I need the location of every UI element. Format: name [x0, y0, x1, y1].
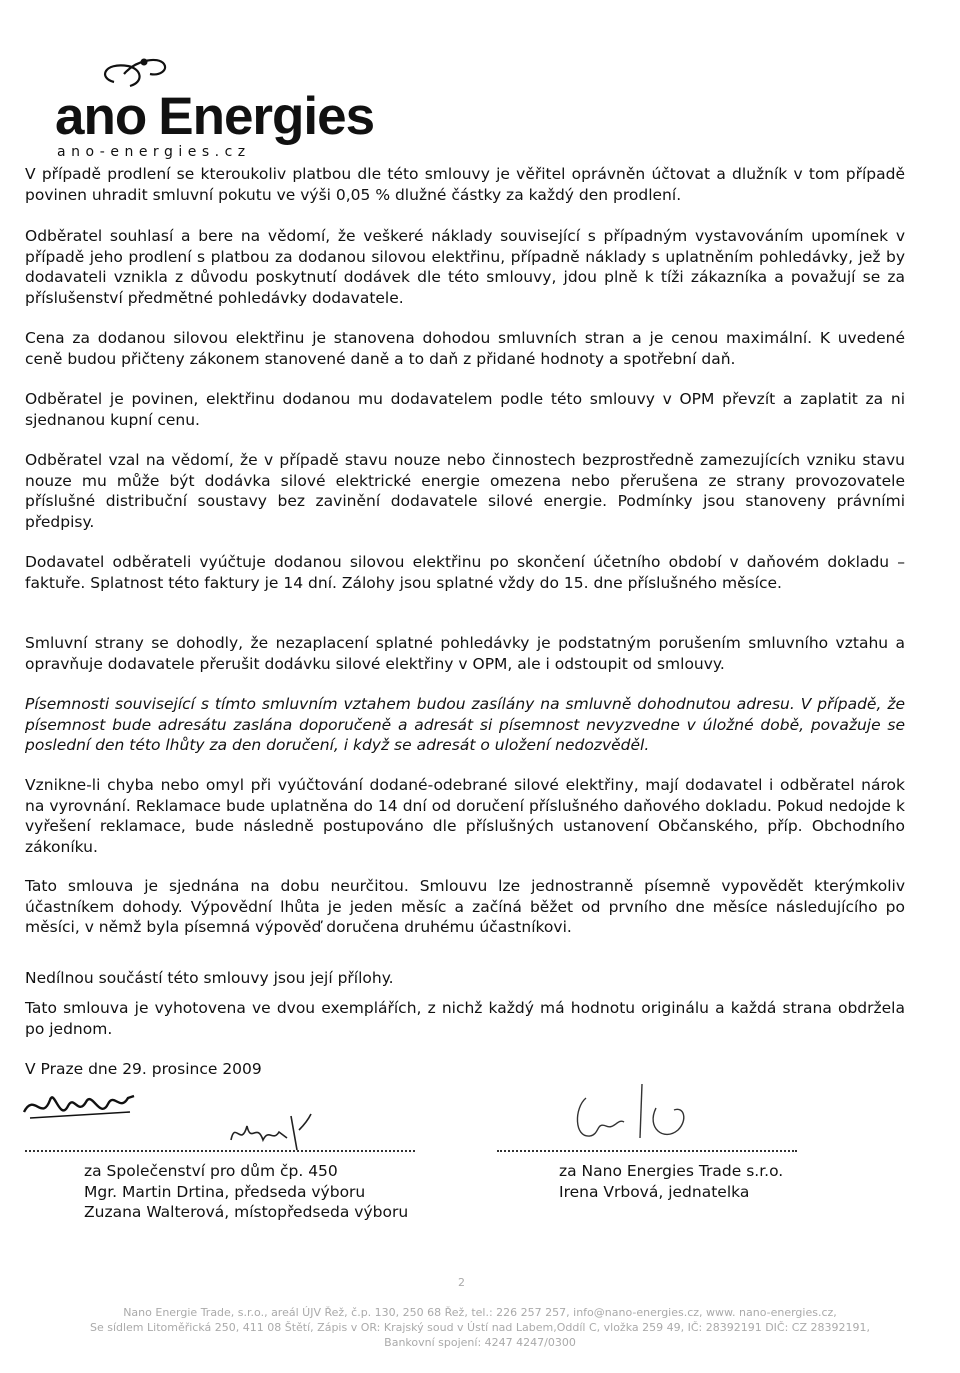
paragraph-costs: Odběratel souhlasí a bere na vědomí, že veškeré náklady související s případným vystavováním upomínek v případě jeho prodlení s platbou za dodanou silovou elektřinu, případně náklady s uplatněním pohledávky, jež by dodavateli vznikla z důvodu poskytnutí dodávek dle této smlouvy, jdou plně k tíži zákazníka a považují se za příslušenství předmětné pohledávky dodavatele.: [25, 227, 905, 307]
company-logo: [22, 52, 375, 162]
signature-right-line1: za Nano Energies Trade s.r.o.: [559, 1162, 784, 1180]
logo-name-part1: ano: [55, 87, 147, 146]
paragraph-copies: Tato smlouva je vyhotovena ve dvou exemplářích, z nichž každý má hodnotu originálu a každá strana obdržela po jednom.: [25, 999, 905, 1038]
signature-left-line1: za Společenství pro dům čp. 450: [84, 1162, 338, 1180]
footer: [0, 1305, 960, 1350]
footer-line2: Se sídlem Litoměřická 250, 411 08 Štětí, Zápis v OR: Krajský soud v Ústí nad Labem,Oddíl C, vložka 259 49, IČ: 28392191 DIČ: CZ 28392191,: [89, 1321, 871, 1334]
signature-line-left: [25, 1150, 415, 1152]
signature-scribble-left-1: [20, 1082, 140, 1132]
signature-block-left: [84, 1161, 408, 1223]
footer-line1: Nano Energie Trade, s.r.o., areál ÚJV Řež, č.p. 130, 250 68 Řež, tel.: 226 257 257, info@nano-energies.cz, www. nano-energies.cz,: [123, 1306, 837, 1319]
page-number: 2: [458, 1276, 465, 1289]
signature-right-line2: Irena Vrbová, jednatelka: [559, 1182, 750, 1201]
logo-url: ano-energies.cz: [57, 144, 251, 160]
paragraph-breach: Smluvní strany se dohodly, že nezaplacení splatné pohledávky je podstatným porušením smluvního vztahu a opravňuje dodavatele přerušit dodávku silové elektřiny v OPM, ale i odstoupit od smlouvy.: [25, 634, 905, 673]
signature-line-right: [497, 1150, 797, 1152]
paragraph-emergency: Odběratel vzal na vědomí, že v případě stavu nouze nebo činnostech bezprostředně zamezujících vzniku stavu nouze mu může být dodávka silové elektrické energie omezena nebo přerušena ze strany provozovatele příslušné distribuční soustavy bez zavinění dodavatele silové energie. Podmínky jsou stanoveny právními předpisy.: [25, 451, 905, 531]
paragraph-billing: Dodavatel odběrateli vyúčtuje dodanou silovou elektřinu po skončení účetního období v daňovém dokladu – faktuře. Splatnost této faktury je 14 dní. Zálohy jsou splatné vždy do 15. dne příslušného měsíce.: [25, 553, 905, 592]
paragraph-complaints: Vznikne-li chyba nebo omyl při vyúčtování dodané-odebrané silové elektřiny, mají dodavatel i odběratel nárok na vyrovnání. Reklamace bude uplatněna do 14 dní od doručení příslušného daňového dokladu. Pokud nedojde k vyřešení reklamace, bude následně postupováno dle příslušných ustanovení Občanského, příp. Obchodního zákoníku.: [25, 776, 905, 856]
signature-left-line2: Mgr. Martin Drtina, předseda výboru: [84, 1182, 366, 1201]
signature-scribble-right: [560, 1078, 700, 1148]
paragraph-term: Tato smlouva je sjednána na dobu neurčitou. Smlouvu lze jednostranně písemně vypovědět kterýmkoliv účastníkem dohody. Výpovědní lhůta je jeden měsíc a začíná běžet od prvního dne měsíce následujícího po měsíci, v němž byla písemná výpověď doručena druhému účastníkovi.: [25, 877, 905, 936]
logo-name-part2: Energies: [158, 87, 375, 146]
logo-wordmark: [55, 87, 375, 146]
footer-line3: Bankovní spojení: 4247 4247/0300: [384, 1336, 576, 1349]
paragraph-late-payment: V případě prodlení se kteroukoliv platbou dle této smlouvy je věřitel oprávněn účtovat a dlužník v tom případě povinen uhradit smluvní pokutu ve výši 0,05 % dlužné částky za každý den prodlení.: [25, 165, 905, 204]
paragraph-attachments: Nedílnou součástí této smlouvy jsou její přílohy.: [25, 969, 394, 987]
signature-left-line3: Zuzana Walterová, místopředseda výboru: [84, 1203, 409, 1221]
paragraph-obligation: Odběratel je povinen, elektřinu dodanou mu dodavatelem podle této smlouvy v OPM převzít a zaplatit za ni sjednanou kupní cenu.: [25, 390, 905, 429]
paragraph-correspondence: Písemnosti související s tímto smluvním vztahem budou zasílány na smluvně dohodnutou adresu. V případě, že písemnost bude adresátu zaslána doporučeně a adresát si písemnost nevyzvedne v úložné době, považuje se poslední den této lhůty za den doručení, i když se adresát o uložení nedozvěděl.: [25, 695, 905, 754]
signature-block-right: [559, 1161, 783, 1202]
paragraph-price: Cena za dodanou silovou elektřinu je stanovena dohodou smluvních stran a je cenou maximální. K uvedené ceně budou přičteny zákonem stanovené daně a to daň z přidané hodnoty a spotřební daň.: [25, 329, 905, 368]
place-date: V Praze dne 29. prosince 2009: [25, 1060, 262, 1078]
signature-scribble-left-2: [225, 1110, 315, 1155]
